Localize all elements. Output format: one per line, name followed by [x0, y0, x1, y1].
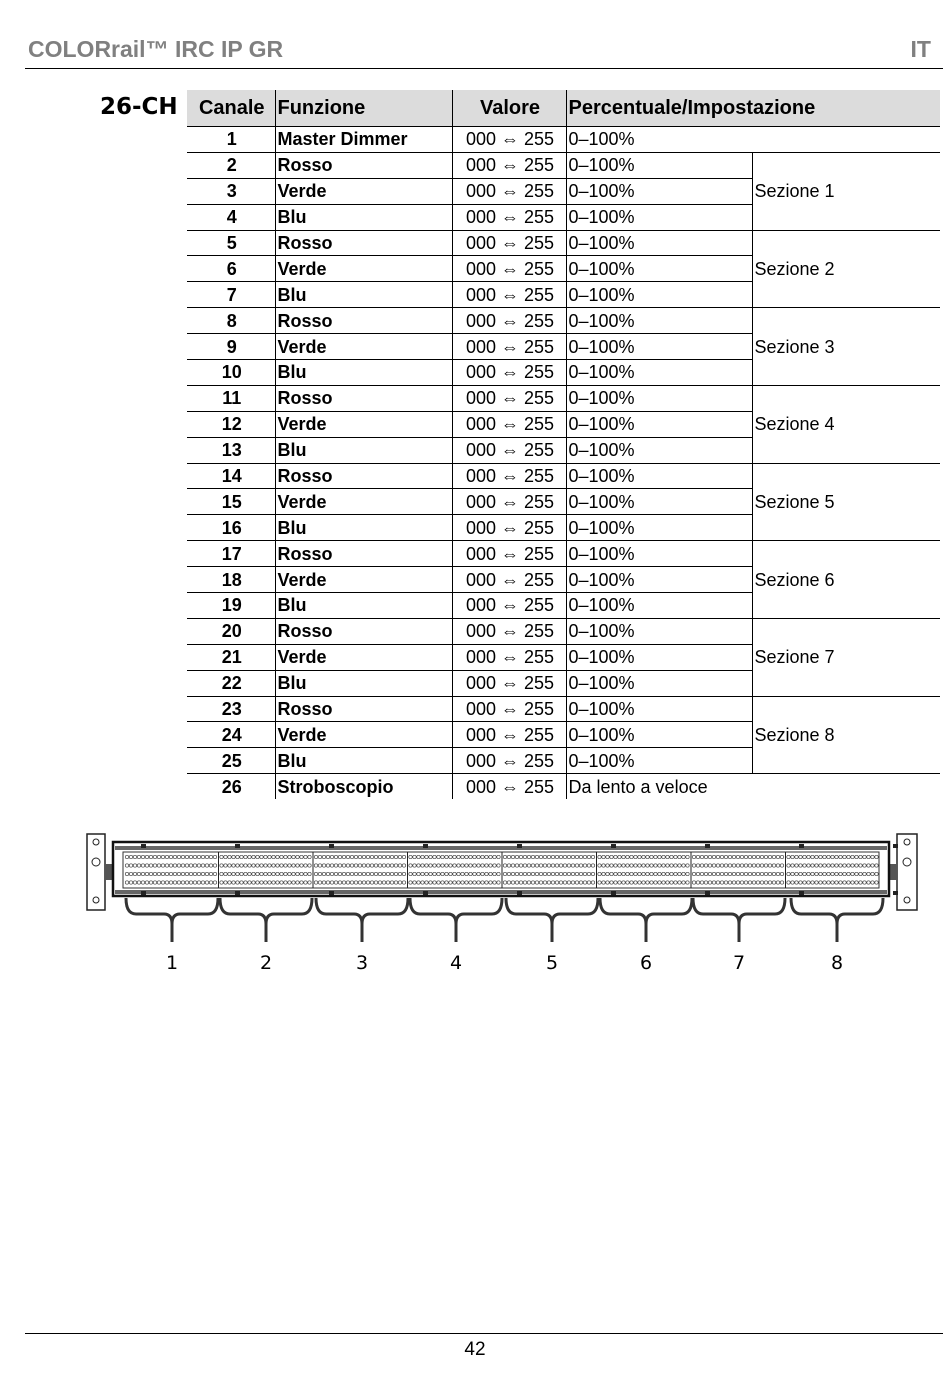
- table-row: [187, 152, 940, 178]
- percent-cell: 0–100%: [566, 127, 940, 153]
- percent-cell: 0–100%: [566, 541, 752, 567]
- column-header-percentuale: Percentuale/Impostazione: [566, 90, 940, 127]
- percent-cell: 0–100%: [566, 411, 752, 437]
- value-cell: 000 ⇔ 255: [452, 567, 566, 593]
- value-cell: 000 ⇔ 255: [452, 256, 566, 282]
- value-cell: 000 ⇔ 255: [452, 152, 566, 178]
- section-number: 5: [545, 952, 559, 974]
- section-cell: Sezione 7: [752, 618, 940, 696]
- channel-cell: 1: [187, 127, 275, 153]
- section-cell: Sezione 3: [752, 308, 940, 386]
- section-cell: Sezione 6: [752, 541, 940, 619]
- section-number: 2: [259, 952, 273, 974]
- value-cell: 000 ⇔ 255: [452, 748, 566, 774]
- function-cell: Rosso: [275, 152, 452, 178]
- table-row: [187, 541, 940, 567]
- function-cell: Master Dimmer: [275, 127, 452, 153]
- column-header-canale: Canale: [187, 90, 275, 127]
- value-cell: 000 ⇔ 255: [452, 515, 566, 541]
- function-cell: Verde: [275, 644, 452, 670]
- function-cell: Blu: [275, 204, 452, 230]
- percent-cell: 0–100%: [566, 722, 752, 748]
- percent-cell: 0–100%: [566, 593, 752, 619]
- column-header-valore: Valore: [452, 90, 566, 127]
- section-bracket: [693, 898, 785, 942]
- percent-cell: 0–100%: [566, 567, 752, 593]
- function-cell: Blu: [275, 282, 452, 308]
- section-cell: Sezione 5: [752, 463, 940, 541]
- function-cell: Verde: [275, 178, 452, 204]
- section-bracket: [316, 898, 408, 942]
- channel-cell: 17: [187, 541, 275, 567]
- channel-cell: 4: [187, 204, 275, 230]
- channel-cell: 10: [187, 360, 275, 386]
- value-cell: 000 ⇔ 255: [452, 774, 566, 799]
- percent-cell: 0–100%: [566, 385, 752, 411]
- section-number: 4: [449, 952, 463, 974]
- section-brackets: [126, 898, 883, 942]
- function-cell: Blu: [275, 670, 452, 696]
- value-cell: 000 ⇔ 255: [452, 489, 566, 515]
- channel-cell: 12: [187, 411, 275, 437]
- channel-cell: 16: [187, 515, 275, 541]
- section-bracket: [220, 898, 312, 942]
- channel-cell: 18: [187, 567, 275, 593]
- value-cell: 000 ⇔ 255: [452, 204, 566, 230]
- value-cell: 000 ⇔ 255: [452, 670, 566, 696]
- table-row: [187, 385, 940, 411]
- percent-cell: 0–100%: [566, 670, 752, 696]
- percent-cell: 0–100%: [566, 230, 752, 256]
- channel-cell: 25: [187, 748, 275, 774]
- channel-cell: 14: [187, 463, 275, 489]
- table-row: [187, 463, 940, 489]
- channel-cell: 26: [187, 774, 275, 799]
- function-cell: Verde: [275, 256, 452, 282]
- dmx-channel-table: [187, 90, 940, 799]
- channel-cell: 13: [187, 437, 275, 463]
- percent-cell: 0–100%: [566, 282, 752, 308]
- section-bracket: [600, 898, 692, 942]
- function-cell: Verde: [275, 722, 452, 748]
- value-cell: 000 ⇔ 255: [452, 618, 566, 644]
- channel-cell: 11: [187, 385, 275, 411]
- section-bracket: [506, 898, 598, 942]
- percent-cell: 0–100%: [566, 308, 752, 334]
- value-cell: 000 ⇔ 255: [452, 385, 566, 411]
- percent-cell: 0–100%: [566, 463, 752, 489]
- percent-cell: 0–100%: [566, 256, 752, 282]
- percent-cell: 0–100%: [566, 178, 752, 204]
- table-row: [187, 230, 940, 256]
- value-cell: 000 ⇔ 255: [452, 411, 566, 437]
- value-cell: 000 ⇔ 255: [452, 696, 566, 722]
- value-cell: 000 ⇔ 255: [452, 437, 566, 463]
- channel-cell: 20: [187, 618, 275, 644]
- section-cell: Sezione 4: [752, 385, 940, 463]
- column-header-funzione: Funzione: [275, 90, 452, 127]
- channel-cell: 15: [187, 489, 275, 515]
- page-number: 42: [464, 1339, 486, 1360]
- table-header-row: [187, 90, 940, 127]
- channel-cell: 23: [187, 696, 275, 722]
- value-cell: 000 ⇔ 255: [452, 644, 566, 670]
- channel-cell: 24: [187, 722, 275, 748]
- percent-cell: 0–100%: [566, 515, 752, 541]
- value-cell: 000 ⇔ 255: [452, 308, 566, 334]
- function-cell: Blu: [275, 437, 452, 463]
- percent-cell: 0–100%: [566, 696, 752, 722]
- value-cell: 000 ⇔ 255: [452, 334, 566, 360]
- function-cell: Rosso: [275, 385, 452, 411]
- section-number: 1: [165, 952, 179, 974]
- value-cell: 000 ⇔ 255: [452, 722, 566, 748]
- table-row: [187, 308, 940, 334]
- function-cell: Blu: [275, 515, 452, 541]
- language-code: IT: [910, 36, 931, 62]
- function-cell: Blu: [275, 748, 452, 774]
- section-number: 7: [732, 952, 746, 974]
- value-cell: 000 ⇔ 255: [452, 360, 566, 386]
- value-cell: 000 ⇔ 255: [452, 178, 566, 204]
- channel-cell: 8: [187, 308, 275, 334]
- table-row: [187, 696, 940, 722]
- function-cell: Verde: [275, 334, 452, 360]
- function-cell: Rosso: [275, 696, 452, 722]
- section-cell: Sezione 1: [752, 152, 940, 230]
- value-cell: 000 ⇔ 255: [452, 230, 566, 256]
- percent-cell: 0–100%: [566, 152, 752, 178]
- function-cell: Blu: [275, 593, 452, 619]
- value-cell: 000 ⇔ 255: [452, 127, 566, 153]
- percent-cell: 0–100%: [566, 644, 752, 670]
- page-footer-rule: [25, 1333, 943, 1334]
- channel-cell: 6: [187, 256, 275, 282]
- percent-cell: Da lento a veloce: [568, 776, 708, 797]
- table-body: [187, 127, 940, 800]
- function-cell: Rosso: [275, 618, 452, 644]
- led-bar-figure: [85, 826, 925, 996]
- function-cell: Verde: [275, 411, 452, 437]
- percent-cell: 0–100%: [566, 437, 752, 463]
- function-cell: Verde: [275, 489, 452, 515]
- channel-cell: 21: [187, 644, 275, 670]
- table-row: [187, 127, 940, 153]
- table-row: [187, 774, 940, 799]
- percent-cell: 0–100%: [566, 204, 752, 230]
- channel-cell: 22: [187, 670, 275, 696]
- table-row: [187, 618, 940, 644]
- product-title: COLORrail™ IRC IP GR: [28, 36, 284, 62]
- section-cell: Sezione 8: [752, 696, 940, 774]
- channel-cell: 9: [187, 334, 275, 360]
- function-cell: Rosso: [275, 230, 452, 256]
- value-cell: 000 ⇔ 255: [452, 463, 566, 489]
- channel-cell: 7: [187, 282, 275, 308]
- section-cell: Sezione 2: [752, 230, 940, 308]
- percent-cell: 0–100%: [566, 748, 752, 774]
- function-cell: Rosso: [275, 541, 452, 567]
- section-numbers: [166, 952, 843, 974]
- section-number: 6: [639, 952, 653, 974]
- function-cell: Rosso: [275, 308, 452, 334]
- channel-cell: 5: [187, 230, 275, 256]
- function-cell: Blu: [275, 360, 452, 386]
- page-header: [25, 34, 943, 69]
- value-cell: 000 ⇔ 255: [452, 593, 566, 619]
- channel-cell: 19: [187, 593, 275, 619]
- channel-mode-label: 26-CH: [100, 94, 178, 120]
- value-cell: 000 ⇔ 255: [452, 282, 566, 308]
- function-cell: Stroboscopio: [275, 774, 452, 799]
- percent-cell: 0–100%: [566, 489, 752, 515]
- percent-cell: 0–100%: [566, 618, 752, 644]
- percent-cell: 0–100%: [566, 360, 752, 386]
- percent-cell: 0–100%: [566, 334, 752, 360]
- channel-cell: 3: [187, 178, 275, 204]
- value-cell: 000 ⇔ 255: [452, 541, 566, 567]
- section-number: 8: [830, 952, 844, 974]
- function-cell: Verde: [275, 567, 452, 593]
- function-cell: Rosso: [275, 463, 452, 489]
- section-bracket: [126, 898, 218, 942]
- section-bracket: [791, 898, 883, 942]
- section-number: 3: [355, 952, 369, 974]
- section-bracket: [410, 898, 502, 942]
- channel-cell: 2: [187, 152, 275, 178]
